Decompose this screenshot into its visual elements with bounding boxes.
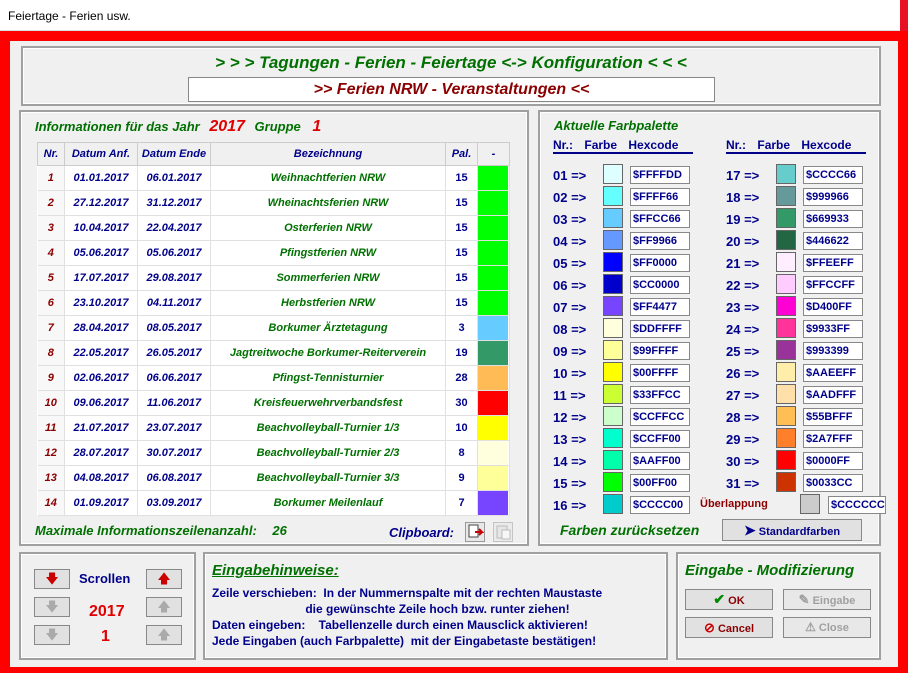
info-header (35, 118, 321, 136)
standard-colors-label: Standardfarben (758, 526, 841, 538)
cell-color[interactable] (478, 441, 510, 466)
cell-start[interactable]: 23.10.2017 (65, 291, 138, 316)
cell-end[interactable]: 06.01.2017 (138, 166, 211, 191)
cell-nr[interactable]: 6 (38, 291, 65, 316)
cell-start[interactable]: 10.04.2017 (65, 216, 138, 241)
palette-hex-input[interactable]: $FFCC66 (630, 210, 690, 228)
cell-color[interactable] (478, 241, 510, 266)
cell-start[interactable]: 01.09.2017 (65, 491, 138, 516)
palette-hex-input[interactable]: $993399 (803, 342, 863, 360)
table-row[interactable] (38, 266, 510, 291)
cell-end[interactable]: 04.11.2017 (138, 291, 211, 316)
palette-swatch[interactable] (603, 362, 623, 382)
page-subtitle: >> Ferien NRW - Veranstaltungen << (313, 81, 590, 98)
table-row[interactable] (38, 391, 510, 416)
table-row[interactable] (38, 466, 510, 491)
max-lines-info (35, 523, 287, 538)
column-header: Datum Anf. (65, 143, 138, 166)
group-value: 1 (312, 118, 322, 135)
ok-label: OK (728, 595, 745, 607)
clipboard-copy-button[interactable] (465, 522, 485, 542)
modify-title: Eingabe - Modifizierung (685, 562, 855, 579)
window-title: Feiertage - Ferien usw. (8, 9, 131, 23)
cell-name[interactable]: Pfingst-Tennisturnier (211, 366, 446, 391)
cell-nr[interactable]: 5 (38, 266, 65, 291)
color-swatch (478, 366, 508, 390)
cell-end[interactable]: 23.07.2017 (138, 416, 211, 441)
col-hex-left: Hexcode (628, 138, 679, 152)
cell-start[interactable]: 17.07.2017 (65, 266, 138, 291)
palette-entry-label: 28 => (726, 410, 760, 425)
color-swatch (478, 241, 508, 265)
scroll-label: Scrollen (79, 571, 131, 586)
palette-hex-input[interactable]: $00FFFF (630, 364, 690, 382)
palette-swatch[interactable] (603, 472, 623, 492)
palette-swatch[interactable] (776, 164, 796, 184)
cell-nr[interactable]: 4 (38, 241, 65, 266)
palette-swatch[interactable] (603, 406, 623, 426)
cell-color[interactable] (478, 266, 510, 291)
cell-pal[interactable]: 15 (446, 166, 478, 191)
palette-swatch[interactable] (776, 318, 796, 338)
palette-hex-input[interactable]: $AAEEFF (803, 364, 863, 382)
cell-start[interactable]: 21.07.2017 (65, 416, 138, 441)
palette-left-header (553, 138, 693, 154)
color-swatch (478, 266, 508, 290)
cell-nr[interactable]: 10 (38, 391, 65, 416)
cell-color[interactable] (478, 391, 510, 416)
scroll-up-button[interactable]: 🡅 (146, 569, 182, 589)
close-window-button[interactable] (900, 0, 908, 31)
clipboard-paste-button[interactable] (493, 522, 513, 542)
palette-hex-input[interactable]: $CCCC66 (803, 166, 863, 184)
palette-entry-label: 05 => (553, 256, 587, 271)
palette-entry-label: 17 => (726, 168, 760, 183)
palette-hex-input[interactable]: $99FFFF (630, 342, 690, 360)
palette-swatch[interactable] (776, 230, 796, 250)
palette-hex-input[interactable]: $CCCCCC (828, 496, 886, 514)
cell-color[interactable] (478, 491, 510, 516)
color-swatch (478, 441, 508, 465)
palette-hex-input[interactable]: $DDFFFF (630, 320, 690, 338)
close-label: Close (818, 622, 849, 634)
cell-nr[interactable]: 12 (38, 441, 65, 466)
paste-icon (494, 523, 512, 541)
color-swatch (478, 166, 508, 190)
palette-swatch[interactable] (776, 296, 796, 316)
cell-color[interactable] (478, 291, 510, 316)
palette-swatch[interactable] (776, 252, 796, 272)
palette-swatch[interactable] (603, 450, 623, 470)
palette-hex-input[interactable]: $55BFFF (803, 408, 863, 426)
cell-start[interactable]: 28.07.2017 (65, 441, 138, 466)
cell-start[interactable]: 28.04.2017 (65, 316, 138, 341)
table-row[interactable] (38, 291, 510, 316)
table-row[interactable] (38, 166, 510, 191)
palette-swatch[interactable] (603, 296, 623, 316)
palette-swatch[interactable] (603, 318, 623, 338)
palette-entry-label: 08 => (553, 322, 587, 337)
cell-color[interactable] (478, 416, 510, 441)
palette-entry-label: 12 => (553, 410, 587, 425)
cell-name[interactable]: Pfingstferien NRW (211, 241, 446, 266)
cell-start[interactable]: 09.06.2017 (65, 391, 138, 416)
column-header: - (478, 143, 510, 166)
palette-entry-label: 01 => (553, 168, 587, 183)
arrow-right-icon: ➤ (743, 522, 756, 538)
palette-title: Aktuelle Farbpalette (554, 118, 679, 133)
table-row[interactable] (38, 316, 510, 341)
palette-entry-label: 06 => (553, 278, 587, 293)
ok-button[interactable] (685, 589, 773, 610)
palette-entry-label: 21 => (726, 256, 760, 271)
warning-icon: ⚠ (805, 620, 816, 634)
modify-panel (676, 552, 881, 660)
cell-start[interactable]: 22.05.2017 (65, 341, 138, 366)
palette-hex-input[interactable]: $FF4477 (630, 298, 690, 316)
palette-swatch[interactable] (776, 428, 796, 448)
group-label: Gruppe (254, 119, 301, 134)
cell-color[interactable] (478, 466, 510, 491)
cell-nr[interactable]: 2 (38, 191, 65, 216)
cell-pal[interactable]: 15 (446, 241, 478, 266)
header-panel (21, 46, 881, 106)
color-swatch (478, 491, 508, 515)
palette-swatch[interactable] (603, 230, 623, 250)
palette-swatch[interactable] (603, 340, 623, 360)
cell-pal[interactable]: 15 (446, 216, 478, 241)
palette-swatch[interactable] (603, 494, 623, 514)
cell-nr[interactable]: 3 (38, 216, 65, 241)
cell-pal[interactable]: 15 (446, 291, 478, 316)
cell-nr[interactable]: 9 (38, 366, 65, 391)
pencil-icon: ✎ (798, 592, 810, 607)
palette-hex-input[interactable]: $446622 (803, 232, 863, 250)
info-label: Informationen für das Jahr (35, 119, 200, 134)
palette-hex-input[interactable]: $FF9966 (630, 232, 690, 250)
palette-entry-label: 13 => (553, 432, 587, 447)
palette-hex-input[interactable]: $CCCC00 (630, 496, 690, 514)
palette-swatch[interactable] (776, 406, 796, 426)
cell-end[interactable]: 05.06.2017 (138, 241, 211, 266)
cell-end[interactable]: 22.04.2017 (138, 216, 211, 241)
palette-hex-input[interactable]: $999966 (803, 188, 863, 206)
palette-hex-input[interactable]: $FFFF66 (630, 188, 690, 206)
palette-hex-input[interactable]: $D400FF (803, 298, 863, 316)
palette-swatch[interactable] (603, 428, 623, 448)
subtitle-box (188, 77, 715, 102)
col-nr-right: Nr.: (726, 138, 747, 152)
reset-colors-label: Farben zurücksetzen (560, 522, 700, 538)
cell-name[interactable]: Herbstferien NRW (211, 291, 446, 316)
palette-swatch[interactable] (776, 186, 796, 206)
cell-end[interactable]: 30.07.2017 (138, 441, 211, 466)
col-nr-left: Nr.: (553, 138, 574, 152)
col-farbe-right: Farbe (757, 138, 791, 152)
palette-entry-label: 22 => (726, 278, 760, 293)
clipboard-label: Clipboard: (389, 525, 454, 540)
palette-hex-input[interactable]: $AAFF00 (630, 452, 690, 470)
column-header: Nr. (38, 143, 65, 166)
cell-end[interactable]: 06.06.2017 (138, 366, 211, 391)
cell-end[interactable]: 26.05.2017 (138, 341, 211, 366)
cell-name[interactable]: Sommerferien NRW (211, 266, 446, 291)
cell-end[interactable]: 06.08.2017 (138, 466, 211, 491)
cell-color[interactable] (478, 166, 510, 191)
table-row[interactable] (38, 191, 510, 216)
cell-name[interactable]: Borkumer Ärztetagung (211, 316, 446, 341)
palette-swatch[interactable] (776, 450, 796, 470)
cell-color[interactable] (478, 216, 510, 241)
palette-entry-label: 04 => (553, 234, 587, 249)
palette-entry-label: 02 => (553, 190, 587, 205)
hint-line-1: Zeile verschieben: In der Nummernspalte mit der rechten Maustaste (212, 586, 603, 600)
info-panel (19, 110, 529, 546)
palette-hex-input[interactable]: $00FF00 (630, 474, 690, 492)
palette-hex-input[interactable]: $33FFCC (630, 386, 690, 404)
cell-name[interactable]: Beachvolleyball-Turnier 3/3 (211, 466, 446, 491)
column-header: Pal. (446, 143, 478, 166)
palette-entry-label: 27 => (726, 388, 760, 403)
cancel-label: Cancel (717, 623, 755, 635)
palette-entry-label: 07 => (553, 300, 587, 315)
palette-right-header (726, 138, 866, 154)
palette-hex-input[interactable]: $9933FF (803, 320, 863, 338)
palette-entry-label: 09 => (553, 344, 587, 359)
cell-color[interactable] (478, 366, 510, 391)
cell-pal[interactable]: 9 (446, 466, 478, 491)
scroll-down-button[interactable]: 🡇 (34, 569, 70, 589)
standard-colors-button[interactable] (722, 519, 862, 541)
hints-title: Eingabehinweise: (212, 562, 339, 579)
palette-hex-input[interactable]: $FFFFDD (630, 166, 690, 184)
scroll-group: 1 (101, 628, 110, 645)
cell-name[interactable]: Weihnachtferien NRW (211, 166, 446, 191)
palette-swatch[interactable] (776, 274, 796, 294)
cell-color[interactable] (478, 191, 510, 216)
cell-start[interactable]: 27.12.2017 (65, 191, 138, 216)
table-row[interactable] (38, 216, 510, 241)
eingabe-button[interactable] (783, 589, 871, 610)
color-swatch (478, 216, 508, 240)
cell-color[interactable] (478, 341, 510, 366)
palette-hex-input[interactable]: $AADFFF (803, 386, 863, 404)
color-swatch (478, 316, 508, 340)
page-title: > > > Tagungen - Ferien - Feiertage <-> Konfiguration < < < (215, 53, 687, 72)
cell-pal[interactable]: 28 (446, 366, 478, 391)
col-hex-right: Hexcode (801, 138, 852, 152)
cell-nr[interactable]: 13 (38, 466, 65, 491)
palette-entry-label: 30 => (726, 454, 760, 469)
palette-entry-label: 25 => (726, 344, 760, 359)
palette-hex-input[interactable]: $FFEEFF (803, 254, 863, 272)
table-row[interactable] (38, 416, 510, 441)
color-swatch (478, 291, 508, 315)
hints-panel (203, 552, 668, 660)
cell-pal[interactable]: 3 (446, 316, 478, 341)
hint-line-2: die gewünschte Zeile hoch bzw. runter ziehen! (212, 602, 570, 616)
palette-hex-input[interactable]: $CCFFCC (630, 408, 690, 426)
column-header: Datum Ende (138, 143, 211, 166)
cell-name[interactable]: Beachvolleyball-Turnier 2/3 (211, 441, 446, 466)
close-button[interactable] (783, 617, 871, 638)
cell-start[interactable]: 02.06.2017 (65, 366, 138, 391)
palette-swatch[interactable] (776, 208, 796, 228)
palette-entry-label: 18 => (726, 190, 760, 205)
color-swatch (478, 416, 508, 440)
cell-end[interactable]: 03.09.2017 (138, 491, 211, 516)
hint-line-4: Jede Eingaben (auch Farbpalette) mit der Eingabetaste bestätigen! (212, 634, 597, 648)
palette-swatch[interactable] (776, 340, 796, 360)
palette-hex-input[interactable]: $0033CC (803, 474, 863, 492)
palette-entry-label: 11 => (553, 388, 586, 403)
scroll-year: 2017 (89, 603, 125, 620)
palette-hex-input[interactable]: $0000FF (803, 452, 863, 470)
hint-line-3: Daten eingeben: Tabellenzelle durch einen Mausclick aktivieren! (212, 618, 588, 632)
palette-hex-input[interactable]: $FF0000 (630, 254, 690, 272)
events-table (37, 142, 510, 516)
cell-nr[interactable]: 14 (38, 491, 65, 516)
palette-swatch[interactable] (776, 472, 796, 492)
scroll-panel (19, 552, 196, 660)
cell-color[interactable] (478, 316, 510, 341)
cell-start[interactable]: 01.01.2017 (65, 166, 138, 191)
palette-entry-label: 26 => (726, 366, 760, 381)
palette-entry-label: Überlappung (700, 498, 768, 510)
cell-name[interactable]: Borkumer Meilenlauf (211, 491, 446, 516)
max-lines-label: Maximale Informationszeilenanzahl: (35, 523, 257, 538)
info-year: 2017 (209, 118, 245, 135)
cell-name[interactable]: Beachvolleyball-Turnier 1/3 (211, 416, 446, 441)
palette-swatch[interactable] (603, 164, 623, 184)
palette-swatch[interactable] (603, 384, 623, 404)
palette-entry-label: 20 => (726, 234, 760, 249)
palette-entry-label: 16 => (553, 498, 587, 513)
palette-entry-label: 15 => (553, 476, 587, 491)
title-bar (0, 0, 908, 31)
cell-end[interactable]: 08.05.2017 (138, 316, 211, 341)
year-down-button[interactable]: 🡇 (34, 597, 70, 617)
year-up-button[interactable]: 🡅 (146, 597, 182, 617)
table-row[interactable] (38, 441, 510, 466)
cell-pal[interactable]: 10 (446, 416, 478, 441)
table-row[interactable] (38, 241, 510, 266)
color-swatch (478, 191, 508, 215)
palette-entry-label: 31 => (726, 476, 760, 491)
table-row[interactable] (38, 491, 510, 516)
palette-swatch[interactable] (603, 252, 623, 272)
cell-end[interactable]: 31.12.2017 (138, 191, 211, 216)
color-swatch (478, 466, 508, 490)
table-row[interactable] (38, 366, 510, 391)
palette-entry-label: 24 => (726, 322, 760, 337)
cell-name[interactable]: Jagtreitwoche Borkumer-Reiterverein (211, 341, 446, 366)
cell-nr[interactable]: 1 (38, 166, 65, 191)
cell-pal[interactable]: 30 (446, 391, 478, 416)
palette-entry-label: 29 => (726, 432, 760, 447)
palette-entry-label: 03 => (553, 212, 587, 227)
palette-entry-label: 19 => (726, 212, 760, 227)
palette-hex-input[interactable]: $669933 (803, 210, 863, 228)
palette-swatch[interactable] (800, 494, 820, 514)
palette-hex-input[interactable]: $2A7FFF (803, 430, 863, 448)
palette-swatch[interactable] (776, 362, 796, 382)
cell-name[interactable]: Osterferien NRW (211, 216, 446, 241)
cell-pal[interactable]: 15 (446, 191, 478, 216)
cell-end[interactable]: 29.08.2017 (138, 266, 211, 291)
cell-pal[interactable]: 8 (446, 441, 478, 466)
cell-start[interactable]: 04.08.2017 (65, 466, 138, 491)
cell-name[interactable]: Wheinachtsferien NRW (211, 191, 446, 216)
column-header: Bezeichnung (211, 143, 446, 166)
cell-name[interactable]: Kreisfeuerwehrverbandsfest (211, 391, 446, 416)
color-swatch (478, 391, 508, 415)
palette-swatch[interactable] (603, 208, 623, 228)
cell-pal[interactable]: 15 (446, 266, 478, 291)
group-down-button[interactable]: 🡇 (34, 625, 70, 645)
group-up-button[interactable]: 🡅 (146, 625, 182, 645)
palette-hex-input[interactable]: $CCFF00 (630, 430, 690, 448)
palette-hex-input[interactable]: $CC0000 (630, 276, 690, 294)
palette-entry-label: 14 => (553, 454, 587, 469)
palette-panel (538, 110, 885, 546)
color-swatch (478, 341, 508, 365)
copy-icon (466, 523, 484, 541)
col-farbe-left: Farbe (584, 138, 618, 152)
palette-swatch[interactable] (603, 186, 623, 206)
cell-start[interactable]: 05.06.2017 (65, 241, 138, 266)
cell-end[interactable]: 11.06.2017 (138, 391, 211, 416)
eingabe-label: Eingabe (812, 595, 856, 607)
palette-entry-label: 10 => (553, 366, 587, 381)
cancel-icon: ⊘ (703, 620, 715, 635)
cell-nr[interactable]: 7 (38, 316, 65, 341)
check-icon: ✔ (713, 591, 726, 607)
max-lines-value: 26 (272, 523, 287, 538)
palette-entry-label: 23 => (726, 300, 760, 315)
cell-nr[interactable]: 11 (38, 416, 65, 441)
palette-hex-input[interactable]: $FFCCFF (803, 276, 863, 294)
cancel-button[interactable] (685, 617, 773, 638)
palette-swatch[interactable] (603, 274, 623, 294)
cell-nr[interactable]: 8 (38, 341, 65, 366)
table-row[interactable] (38, 341, 510, 366)
cell-pal[interactable]: 19 (446, 341, 478, 366)
cell-pal[interactable]: 7 (446, 491, 478, 516)
palette-swatch[interactable] (776, 384, 796, 404)
